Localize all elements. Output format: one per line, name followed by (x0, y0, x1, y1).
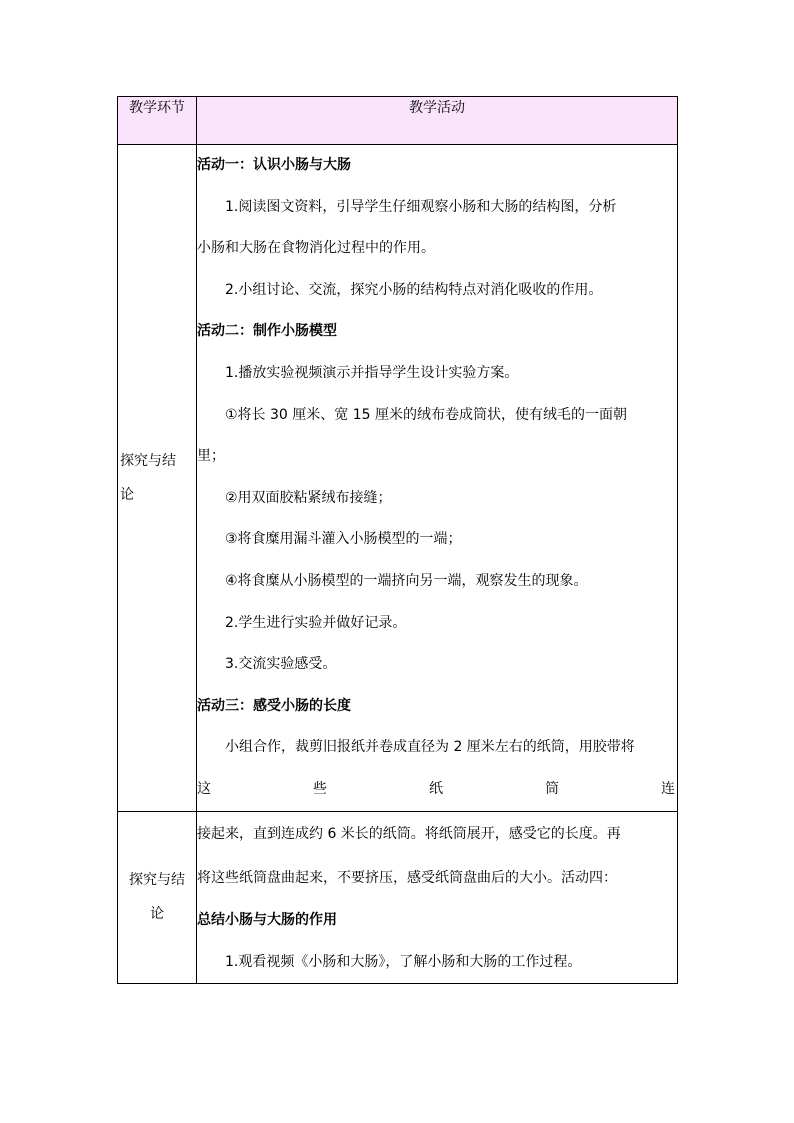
table-header-row (118, 97, 678, 145)
activity-heading: 总结小肠与大肠的作用 (197, 911, 337, 928)
activity-heading: 活动二：制作小肠模型 (197, 323, 337, 340)
activity-heading: 活动三：感受小肠的长度 (197, 697, 351, 714)
stage-line: 论 (150, 906, 164, 922)
activity-cell (197, 145, 678, 812)
justified-char: 些 (313, 780, 327, 797)
activity-text-line: 3.交流实验感受。 (225, 656, 337, 673)
justified-char: 筒 (545, 780, 559, 797)
activity-text-line: ②用双面胶粘紧绒布接缝； (225, 489, 392, 506)
lesson-plan-table (117, 96, 678, 984)
activity-text-line: 2.小组讨论、交流，探究小肠的结构特点对消化吸收的作用。 (225, 281, 603, 298)
activity-text-line: 将这些纸筒盘曲起来，不要挤压，感受纸筒盘曲后的大小。活动四： (197, 869, 617, 886)
activity-text-line: 接起来，直到连成约 6 米长的纸筒。将纸筒展开，感受它的长度。再 (197, 825, 621, 842)
stage-cell (118, 811, 197, 983)
activity-text-line: 1.阅读图文资料，引导学生仔细观察小肠和大肠的结构图，分析 (225, 198, 617, 215)
table-row (118, 811, 678, 983)
stage-line: 探究与结 (129, 872, 185, 888)
justified-char: 这 (197, 780, 211, 797)
activity-text-line: ③将食糜用漏斗灌入小肠模型的一端； (225, 531, 462, 548)
table-row (118, 145, 678, 812)
justified-char: 纸 (429, 780, 443, 797)
activity-text-line: ①将长 30 厘米、宽 15 厘米的绒布卷成筒状，使有绒毛的一面朝 (225, 406, 627, 423)
header-activity: 教学活动 (197, 97, 678, 145)
activity-text-line: ④将食糜从小肠模型的一端挤向另一端，观察发生的现象。 (225, 572, 588, 589)
header-stage: 教学环节 (118, 97, 197, 145)
stage-cell (118, 145, 197, 812)
stage-line: 探究与结 (120, 452, 176, 469)
activity-text-line: 1.播放实验视频演示并指导学生设计实验方案。 (225, 364, 519, 381)
activity-text-line: 小组合作，裁剪旧报纸并卷成直径为 2 厘米左右的纸筒，用胶带将 (225, 739, 635, 756)
activity-text-line: 1.观看视频《小肠和大肠》，了解小肠和大肠的工作过程。 (225, 953, 582, 970)
activity-text-line: 小肠和大肠在食物消化过程中的作用。 (197, 240, 435, 257)
activity-heading: 活动一：认识小肠与大肠 (197, 157, 351, 173)
activity-text-line: 里； (197, 448, 225, 465)
stage-line: 论 (120, 486, 134, 503)
activity-text-line: 2.学生进行实验并做好记录。 (225, 614, 407, 631)
justified-char: 连 (661, 780, 675, 797)
activity-cell (197, 811, 678, 983)
activity-text-line (197, 769, 677, 811)
